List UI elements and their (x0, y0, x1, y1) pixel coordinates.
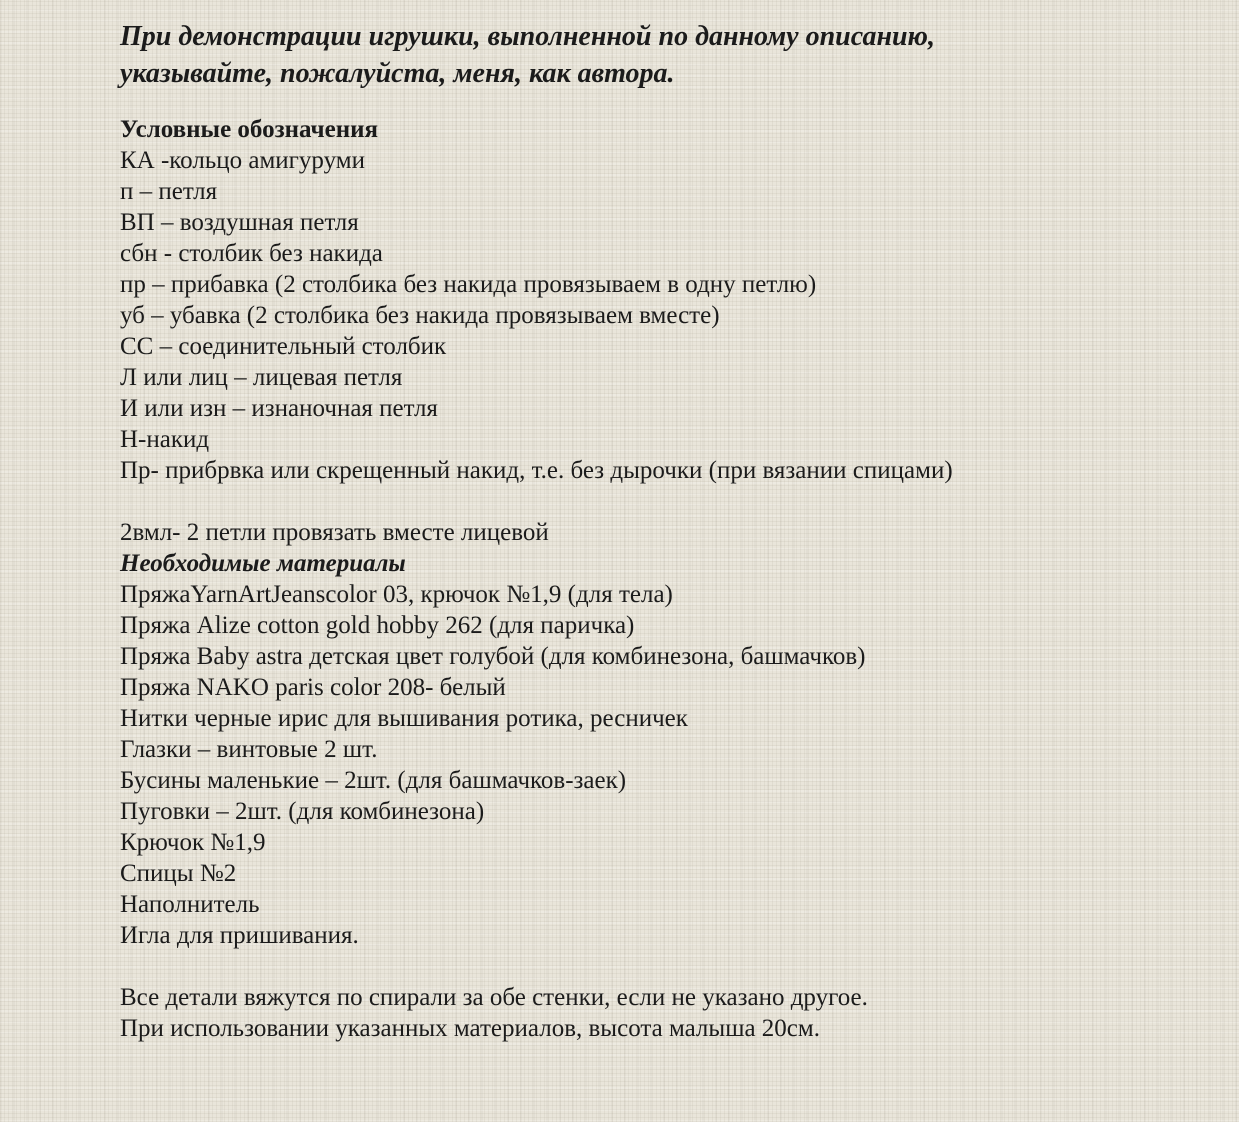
materials-item: Крючок №1,9 (120, 829, 266, 856)
footer-note-2: При использовании указанных материалов, высота малыша 20см. (120, 1015, 820, 1042)
materials-item: Игла для пришивания. (120, 922, 359, 949)
materials-item: Пряжа Alize cotton gold hobby 262 (для паричка) (120, 612, 635, 639)
materials-item: ПряжаYarnArtJeanscolor 03, крючок №1,9 (для тела) (120, 581, 673, 608)
legend-title: Условные обозначения (120, 116, 379, 143)
author-notice-line-2: указывайте, пожалуйста, меня, как автора. (120, 58, 675, 89)
legend-item: КА -кольцо амигуруми (120, 147, 365, 174)
legend-item: СС – соединительный столбик (120, 333, 447, 360)
materials-item: Пуговки – 2шт. (для комбинезона) (120, 798, 485, 825)
materials-list (120, 579, 1220, 951)
legend-item: п – петля (120, 178, 218, 205)
materials-item: Бусины маленькие – 2шт. (для башмачков-заек) (120, 767, 627, 794)
legend-extra: 2вмл- 2 петли провязать вместе лицевой (120, 519, 549, 546)
author-notice (120, 18, 1220, 92)
materials-item: Нитки черные ирис для вышивания ротика, ресничек (120, 705, 688, 732)
legend-item: пр – прибавка (2 столбика без накида провязываем в одну петлю) (120, 271, 817, 298)
legend-list (120, 145, 1220, 486)
legend-item: Н-накид (120, 426, 210, 453)
footer-note-1: Все детали вяжутся по спирали за обе стенки, если не указано другое. (120, 984, 868, 1011)
legend-item: И или изн – изнаночная петля (120, 395, 438, 422)
materials-item: Пряжа NAKO paris color 208- белый (120, 674, 506, 701)
legend-item: Пр- прибрвка или скрещенный накид, т.е. без дырочки (при вязании спицами) (120, 457, 953, 484)
legend-item: уб – убавка (2 столбика без накида провязываем вместе) (120, 302, 720, 329)
materials-item: Наполнитель (120, 891, 260, 918)
author-notice-line-1: При демонстрации игрушки, выполненной по данному описанию, (120, 21, 935, 52)
legend-item: ВП – воздушная петля (120, 209, 359, 236)
materials-item: Глазки – винтовые 2 шт. (120, 736, 378, 763)
materials-item: Пряжа Baby astra детская цвет голубой (для комбинезона, башмачков) (120, 643, 866, 670)
document-page (120, 18, 1220, 1044)
materials-item: Спицы №2 (120, 860, 237, 887)
materials-title: Необходимые материалы (120, 550, 406, 577)
legend-item: Л или лиц – лицевая петля (120, 364, 403, 391)
legend-item: сбн - столбик без накида (120, 240, 383, 267)
